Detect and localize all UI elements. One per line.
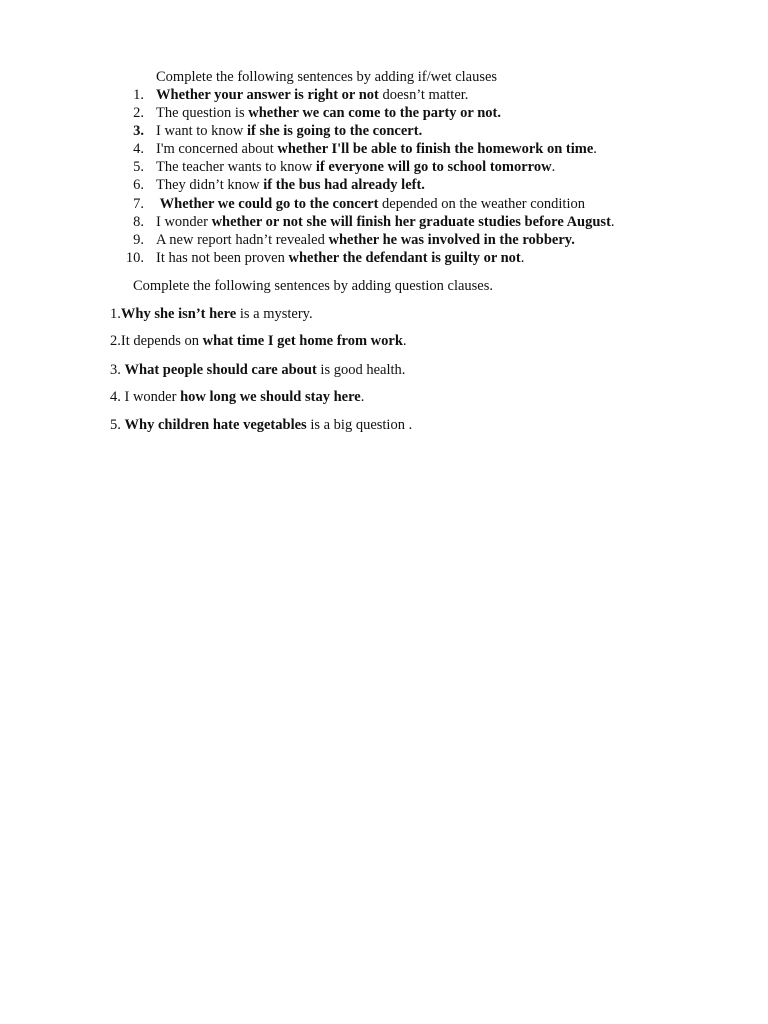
answer-clause: if the bus had already left. [263,177,425,193]
sentence: I wonder whether or not she will finish her graduate studies before August. [156,214,615,230]
list-item: 1.Why she isn’t here is a mystery. [110,306,313,322]
item-number: 1. [133,87,144,103]
sentence: They didn’t know if the bus had already left. [156,177,425,193]
answer-clause: whether the defendant is guilty or not [288,250,521,266]
answer-clause: how long we should stay here [180,389,361,405]
item-number: 2. [133,105,144,121]
item-number: 8. [133,214,144,230]
sentence: I'm concerned about whether I'll be able to finish the homework on time. [156,141,597,157]
sentence: It has not been proven whether the defendant is guilty or not. [156,250,525,266]
answer-clause: whether he was involved in the robbery. [328,232,575,248]
answer-clause: whether we can come to the party or not. [248,105,501,121]
list-item: 2.It depends on what time I get home from work. [110,333,407,349]
answer-clause: Why she isn’t here [120,306,237,322]
sentence: A new report hadn’t revealed whether he was involved in the robbery. [156,232,575,248]
item-number: 10. [125,250,144,266]
answer-clause: Whether we could go to the concert [159,196,379,212]
item-number: 7. [133,196,144,212]
item-number: 3. [133,123,144,139]
answer-clause: Why children hate vegetables [124,417,307,433]
list-item: 4. I wonder how long we should stay here. [110,389,365,405]
sentence: The teacher wants to know if everyone will go to school tomorrow. [156,159,556,175]
answer-clause: what time I get home from work [202,333,403,349]
sentence: Whether your answer is right or not doesn’t matter. [156,87,469,103]
item-number: 5. [133,159,144,175]
sentence: The question is whether we can come to the party or not. [156,105,501,121]
answer-clause: whether I'll be able to finish the homework on time [277,141,594,157]
item-number: 9. [133,232,144,248]
section2-heading: Complete the following sentences by adding question clauses. [133,278,494,294]
item-number: 4. [133,141,144,157]
answer-clause: whether or not she will finish her graduate studies before August [211,214,611,230]
answer-clause: if everyone will go to school tomorrow [315,159,552,175]
answer-clause: What people should care about [124,362,317,378]
sentence: I want to know if she is going to the concert. [156,123,423,139]
list-item: 3. What people should care about is good health. [110,362,406,378]
sentence: Whether we could go to the concert depended on the weather condition [159,196,585,212]
list-item: 5. Why children hate vegetables is a big question . [110,417,413,433]
item-number: 6. [133,177,144,193]
answer-clause: Whether your answer is right or not [156,87,379,103]
section1-heading: Complete the following sentences by adding if/wet clauses [156,69,498,85]
answer-clause: if she is going to the concert. [247,123,423,139]
